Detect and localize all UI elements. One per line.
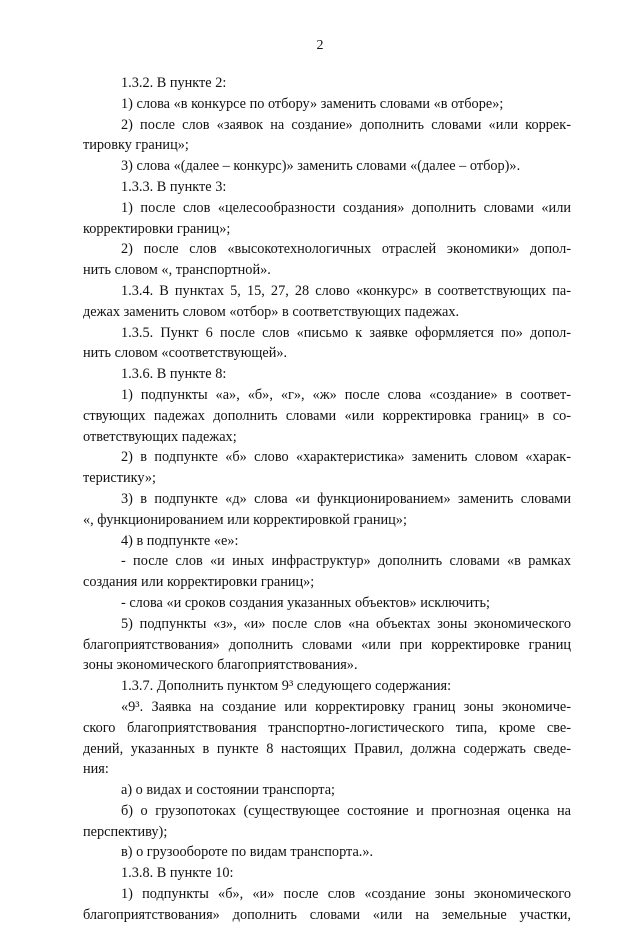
text-line: 1.3.6. В пункте 8: [121,366,227,383]
text-line: ского благоприятствования транспортно-логистического типа, кроме све- [83,719,571,736]
text-line: 3) слова «(далее – конкурс)» заменить словами «(далее – отбор)». [121,158,521,175]
text-line: 1.3.2. В пункте 2: [121,75,227,91]
text-line: нить словом «, транспортной». [83,262,271,279]
text-line: 1.3.8. В пункте 10: [121,865,234,882]
text-line: 3) в подпункте «д» слова «и функционированием» заменить словами [121,490,571,507]
text-line: в) о грузообороте по видам транспорта.». [121,844,374,861]
text-line: дений, указанных в пункте 8 настоящих Правил, должна содержать сведе- [83,740,571,757]
text-line: дежах заменить словом «отбор» в соответствующих падежах. [83,303,460,320]
text-line: 2) после слов «заявок на создание» дополнить словами «или коррек- [121,116,571,133]
text-line: ответствующих падежах; [83,428,237,445]
text-line: ствующих падежах дополнить словами «или корректировка границ» в со- [83,407,571,424]
text-line: - слова «и сроков создания указанных объектов» исключить; [121,594,490,611]
text-line: 5) подпункты «з», «и» после слов «на объектах зоны экономического [121,615,571,632]
text-line: перспективу); [83,823,168,840]
text-line: зоны экономического благоприятствования». [83,657,358,674]
text-line: «, функционированием или корректировкой границ»; [83,511,407,528]
text-line: 1) после слов «целесообразности создания» дополнить словами «или [121,199,571,216]
text-line: корректировки границ»; [83,220,231,237]
text-line: 1.3.7. Дополнить пунктом 9³ следующего содержания: [121,678,452,695]
text-line: 1) подпункты «б», «и» после слов «создание зоны экономического [121,886,571,903]
text-line: ния: [83,761,109,778]
text-line: б) о грузопотоках (существующее состояние и прогнозная оценка на [121,802,571,819]
text-line: благоприятствования» дополнить словами «или при корректировке границ [83,636,571,653]
text-line: 1) подпункты «а», «б», «г», «ж» после слова «создание» в соответ- [121,386,571,403]
text-line: 2) в подпункте «б» слово «характеристика» заменить словом «харак- [121,449,571,466]
text-line: 1.3.3. В пункте 3: [121,178,227,195]
page-number: 2 [316,38,324,53]
text-line: тировку границ»; [83,137,189,154]
text-line: 1) слова «в конкурсе по отбору» заменить словами «в отборе»; [121,95,504,112]
text-line: «9³. Заявка на создание или корректировку границ зоны экономиче- [121,698,571,715]
text-line: - после слов «и иных инфраструктур» дополнить словами «в рамках [121,553,571,570]
text-line: теристику»; [83,470,157,487]
text-line: нить словом «соответствующей». [83,345,288,362]
document-body [83,73,571,926]
text-line: 1.3.4. В пунктах 5, 15, 27, 28 слово «конкурс» в соответствующих па- [121,282,571,299]
text-line: 4) в подпункте «е»: [121,532,239,549]
text-line: а) о видах и состоянии транспорта; [121,782,336,799]
text-line: создания или корректировки границ»; [83,574,315,591]
text-line: благоприятствования» дополнить словами «или на земельные участки, [83,906,571,923]
text-line: 2) после слов «высокотехнологичных отраслей экономики» допол- [121,241,571,258]
text-line: 1.3.5. Пункт 6 после слов «письмо к заявке оформляется по» допол- [121,324,571,341]
